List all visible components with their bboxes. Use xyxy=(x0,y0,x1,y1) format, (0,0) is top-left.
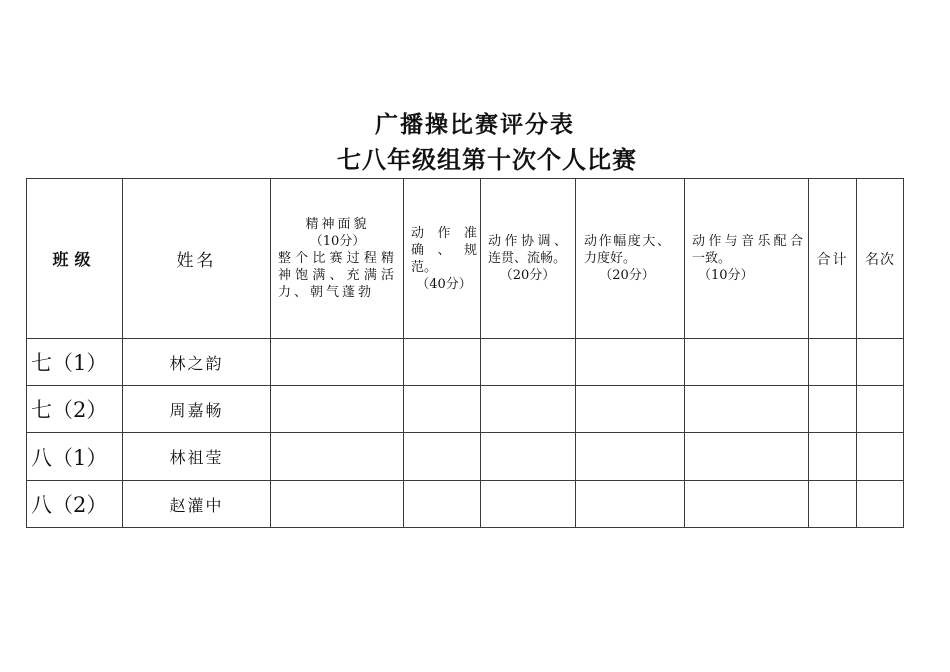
header-music-desc-line: 动作与音乐配合 xyxy=(692,234,803,249)
header-name: 姓名 xyxy=(123,179,271,339)
document-subtitle: 七八年级组第十次个人比赛 xyxy=(337,145,637,174)
class-cell: 八（1） xyxy=(27,433,123,481)
header-music-desc-line: 一致。 xyxy=(692,251,732,266)
table-row xyxy=(27,433,904,481)
rank-cell xyxy=(857,433,904,481)
class-cell: 八（2） xyxy=(27,481,123,528)
score-cell-amplitude xyxy=(576,433,685,481)
score-table xyxy=(26,178,904,528)
total-cell xyxy=(809,339,857,386)
header-amplitude-desc-line: 力度好。 xyxy=(584,251,637,266)
score-cell-music xyxy=(685,433,809,481)
rank-cell xyxy=(857,481,904,528)
score-cell-accuracy xyxy=(404,433,481,481)
name-cell: 林之韵 xyxy=(123,339,271,386)
header-spirit-score: （10分） xyxy=(309,234,366,249)
document-title: 广播操比赛评分表 xyxy=(375,111,575,138)
header-music xyxy=(685,179,809,339)
header-amplitude-desc-line: 动作幅度大、 xyxy=(584,234,670,249)
header-accuracy-desc-line: 动作准 xyxy=(411,225,477,241)
header-spirit xyxy=(271,179,404,339)
header-spirit-desc-line: 整个比赛过程精 xyxy=(278,251,397,266)
header-amplitude xyxy=(576,179,685,339)
header-accuracy xyxy=(404,179,481,339)
total-cell xyxy=(809,433,857,481)
score-cell-coordination xyxy=(481,481,576,528)
class-cell: 七（2） xyxy=(27,386,123,433)
name-cell: 周嘉畅 xyxy=(123,386,271,433)
score-cell-spirit xyxy=(271,386,404,433)
table-row xyxy=(27,386,904,433)
header-coordination-score: （20分） xyxy=(499,268,556,283)
score-cell-spirit xyxy=(271,481,404,528)
score-cell-music xyxy=(685,386,809,433)
header-rank: 名次 xyxy=(857,179,904,339)
score-cell-amplitude xyxy=(576,481,685,528)
score-cell-accuracy xyxy=(404,339,481,386)
score-cell-music xyxy=(685,339,809,386)
header-spirit-desc-line: 神饱满、充满活 xyxy=(278,268,397,283)
score-cell-accuracy xyxy=(404,481,481,528)
score-cell-coordination xyxy=(481,339,576,386)
header-amplitude-score: （20分） xyxy=(599,268,655,283)
name-cell: 赵灌中 xyxy=(123,481,271,528)
header-coordination-desc-line: 动作协调、 xyxy=(488,234,567,249)
header-accuracy-score: （40分） xyxy=(416,276,472,292)
header-accuracy-desc-line: 范。 xyxy=(411,259,438,275)
table-header-row xyxy=(27,179,904,339)
total-cell xyxy=(809,481,857,528)
header-coordination-desc-line: 连贯、流畅。 xyxy=(488,251,567,266)
score-table-body xyxy=(27,179,904,528)
score-cell-amplitude xyxy=(576,386,685,433)
header-music-score: （10分） xyxy=(698,268,754,283)
rank-cell xyxy=(857,386,904,433)
score-cell-spirit xyxy=(271,433,404,481)
rank-cell xyxy=(857,339,904,386)
header-spirit-desc-line: 力、朝气蓬勃 xyxy=(278,285,375,300)
score-cell-amplitude xyxy=(576,339,685,386)
score-cell-music xyxy=(685,481,809,528)
header-coordination xyxy=(481,179,576,339)
name-cell: 林祖莹 xyxy=(123,433,271,481)
class-cell: 七（1） xyxy=(27,339,123,386)
score-cell-accuracy xyxy=(404,386,481,433)
table-row xyxy=(27,481,904,528)
table-row xyxy=(27,339,904,386)
header-accuracy-desc-line: 确、规 xyxy=(411,242,477,258)
header-total: 合计 xyxy=(809,179,857,339)
header-class: 班级 xyxy=(27,179,123,339)
score-cell-coordination xyxy=(481,386,576,433)
score-cell-spirit xyxy=(271,339,404,386)
score-cell-coordination xyxy=(481,433,576,481)
total-cell xyxy=(809,386,857,433)
header-spirit-title: 精神面貌 xyxy=(305,217,370,232)
